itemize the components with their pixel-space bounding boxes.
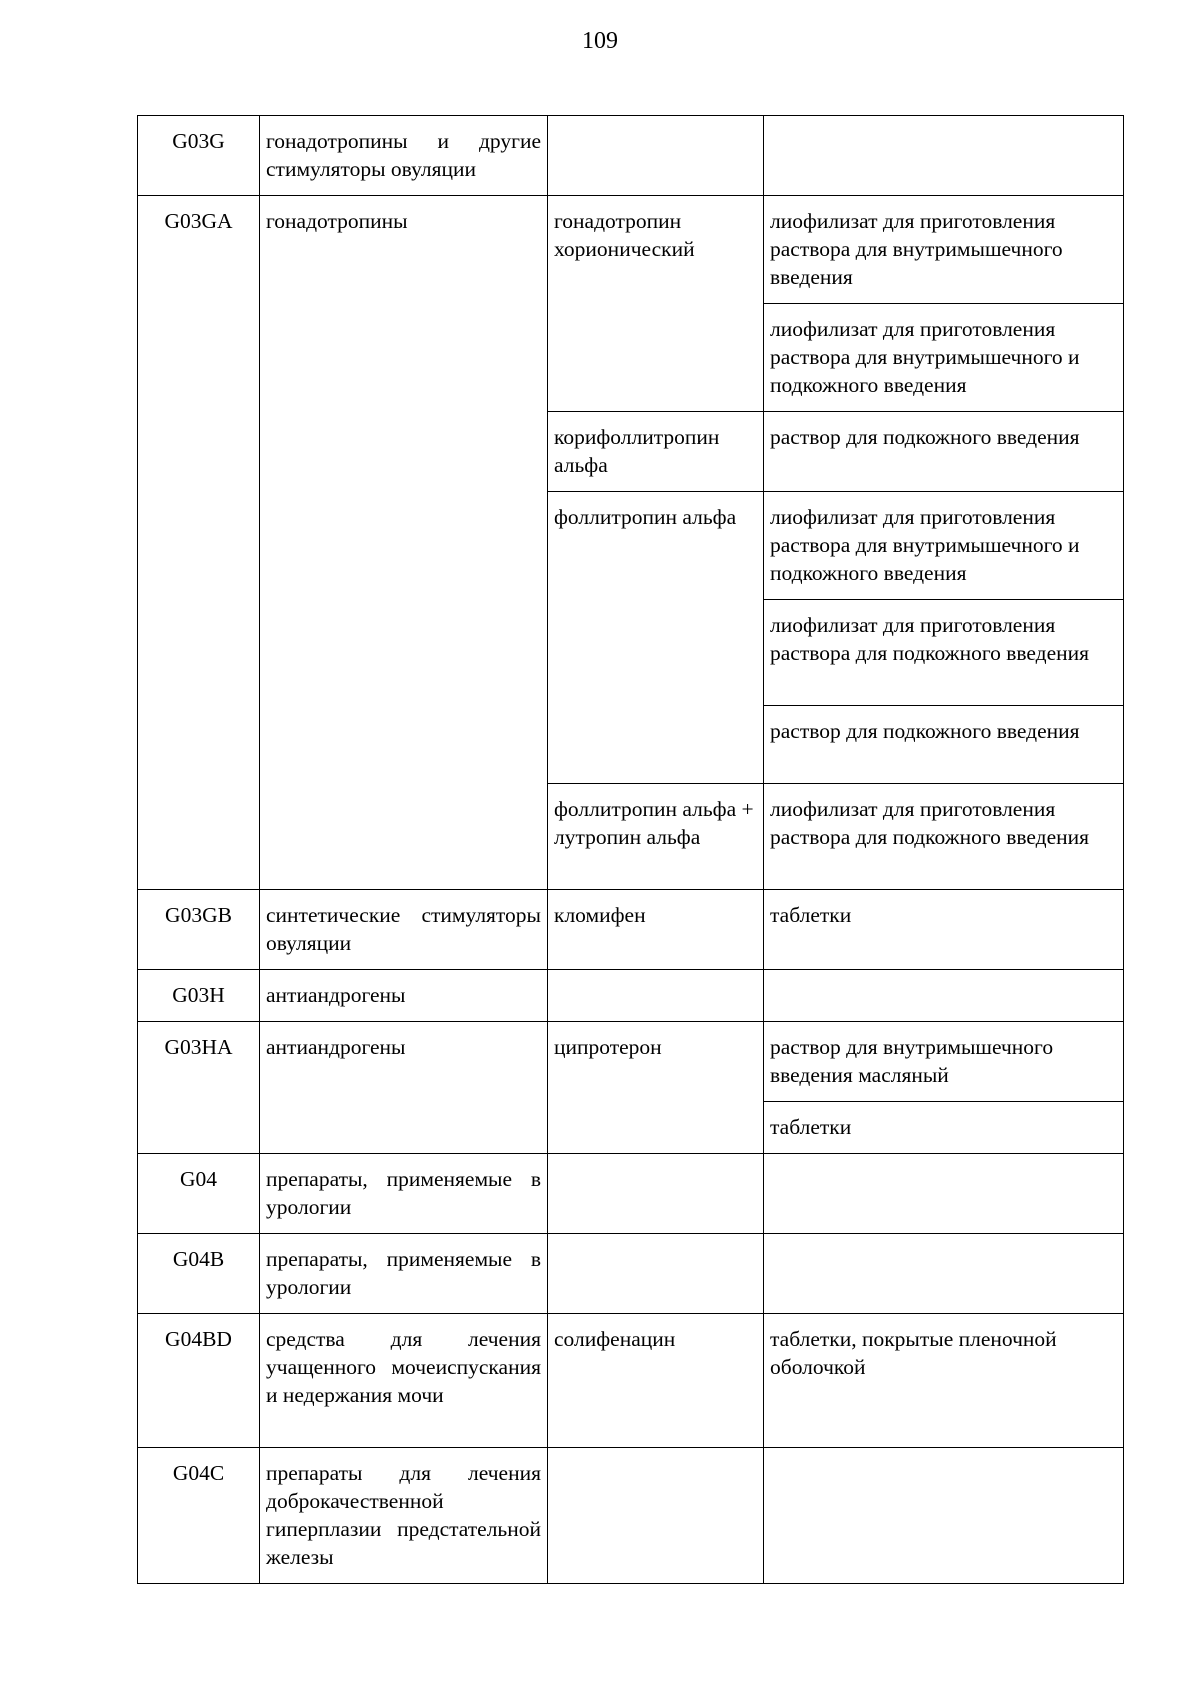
substance-cell: ципротерон — [548, 1022, 764, 1154]
substance-cell: фоллитропин альфа + лутропин альфа — [548, 784, 764, 890]
group-name-cell: гонадотропины — [260, 196, 548, 890]
dosage-form-cell — [764, 1448, 1124, 1584]
page-number: 109 — [582, 28, 618, 54]
dosage-form-cell: раствор для подкожного введения — [764, 412, 1124, 492]
medication-table — [137, 115, 1124, 1584]
dosage-form-cell: лиофилизат для приготовления раствора для внутримышечного введения — [764, 196, 1124, 304]
substance-cell — [548, 1154, 764, 1234]
group-name-cell: препараты, применяемые в урологии — [260, 1234, 548, 1314]
atc-code-cell: G04C — [138, 1448, 260, 1584]
table-row — [138, 890, 1124, 970]
substance-cell: солифенацин — [548, 1314, 764, 1448]
substance-cell — [548, 116, 764, 196]
table-row — [138, 1154, 1124, 1234]
table-row — [138, 1448, 1124, 1584]
dosage-form-cell: раствор для подкожного введения — [764, 706, 1124, 784]
dosage-form-cell — [764, 1154, 1124, 1234]
atc-code-cell: G03G — [138, 116, 260, 196]
table-row — [138, 1022, 1124, 1102]
dosage-form-cell: лиофилизат для приготовления раствора для внутримышечного и подкожного введения — [764, 304, 1124, 412]
dosage-form-cell: раствор для внутримышечного введения масляный — [764, 1022, 1124, 1102]
table-row — [138, 970, 1124, 1022]
table-row — [138, 116, 1124, 196]
substance-cell — [548, 1234, 764, 1314]
substance-cell — [548, 970, 764, 1022]
dosage-form-cell: таблетки, покрытые пленочной оболочкой — [764, 1314, 1124, 1448]
dosage-form-cell — [764, 116, 1124, 196]
table-row — [138, 1234, 1124, 1314]
substance-cell: корифоллитропин альфа — [548, 412, 764, 492]
dosage-form-cell — [764, 1234, 1124, 1314]
atc-code-cell: G04 — [138, 1154, 260, 1234]
substance-cell: фоллитропин альфа — [548, 492, 764, 784]
dosage-form-cell — [764, 970, 1124, 1022]
group-name-cell: синтетические стимуляторы овуляции — [260, 890, 548, 970]
group-name-cell: антиандрогены — [260, 970, 548, 1022]
substance-cell: гонадотропин хорионический — [548, 196, 764, 412]
table-row — [138, 1314, 1124, 1448]
atc-code-cell: G03GB — [138, 890, 260, 970]
dosage-form-cell: лиофилизат для приготовления раствора для подкожного введения — [764, 784, 1124, 890]
group-name-cell: средства для лечения учащенного мочеиспускания и недержания мочи — [260, 1314, 548, 1448]
group-name-cell: гонадотропины и другие стимуляторы овуляции — [260, 116, 548, 196]
dosage-form-cell: лиофилизат для приготовления раствора для внутримышечного и подкожного введения — [764, 492, 1124, 600]
atc-code-cell: G04B — [138, 1234, 260, 1314]
atc-code-cell: G03GA — [138, 196, 260, 890]
dosage-form-cell: таблетки — [764, 1102, 1124, 1154]
group-name-cell: препараты для лечения доброкачественной гиперплазии предстательной железы — [260, 1448, 548, 1584]
dosage-form-cell: лиофилизат для приготовления раствора для подкожного введения — [764, 600, 1124, 706]
substance-cell: кломифен — [548, 890, 764, 970]
table-row — [138, 196, 1124, 304]
atc-code-cell: G03H — [138, 970, 260, 1022]
substance-cell — [548, 1448, 764, 1584]
atc-code-cell: G04BD — [138, 1314, 260, 1448]
atc-code-cell: G03HA — [138, 1022, 260, 1154]
dosage-form-cell: таблетки — [764, 890, 1124, 970]
group-name-cell: антиандрогены — [260, 1022, 548, 1154]
group-name-cell: препараты, применяемые в урологии — [260, 1154, 548, 1234]
